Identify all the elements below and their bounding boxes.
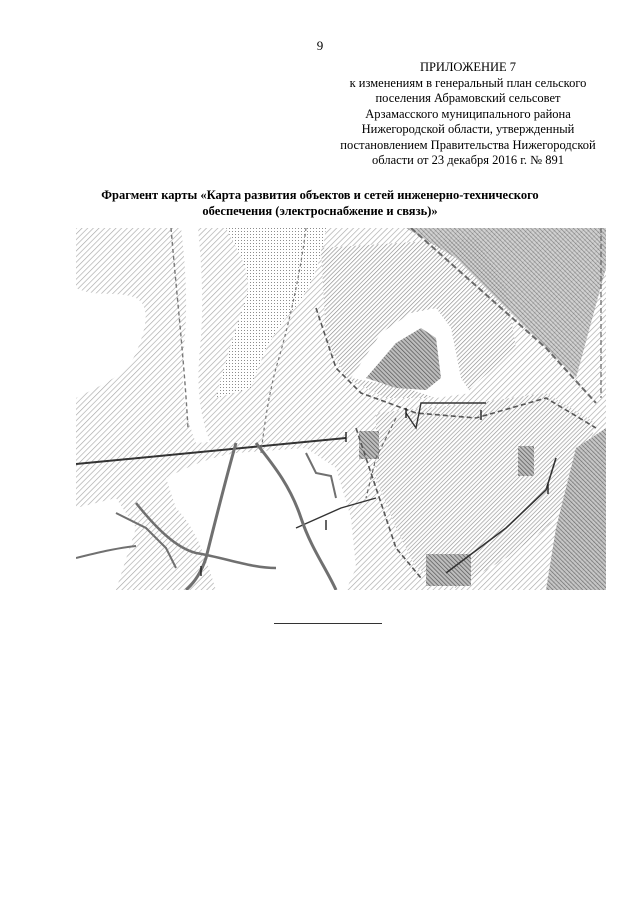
map-caption-line: Фрагмент карты «Карта развития объектов и сетей инженерно-технического: [101, 188, 539, 202]
page-number: 9: [316, 38, 324, 53]
appendix-line: Нижегородской области, утвержденный: [361, 122, 575, 136]
appendix-line: области от 23 декабря 2016 г. № 891: [372, 153, 564, 167]
separator-line: [274, 623, 382, 624]
appendix-header: [318, 60, 618, 169]
map-caption: [40, 188, 600, 219]
map-fragment: [76, 228, 606, 590]
building-2: [518, 446, 534, 476]
appendix-title: ПРИЛОЖЕНИЕ 7: [419, 60, 517, 74]
appendix-line: к изменениям в генеральный план сельского: [349, 75, 587, 90]
map-image: [76, 228, 606, 590]
map-caption-line: обеспечения (электроснабжение и связь)»: [202, 203, 438, 218]
appendix-line: Арзамасского муниципального района: [365, 106, 571, 121]
appendix-line: поселения Абрамовский сельсовет: [375, 91, 561, 105]
appendix-line: постановлением Правительства Нижегородской: [340, 137, 596, 152]
